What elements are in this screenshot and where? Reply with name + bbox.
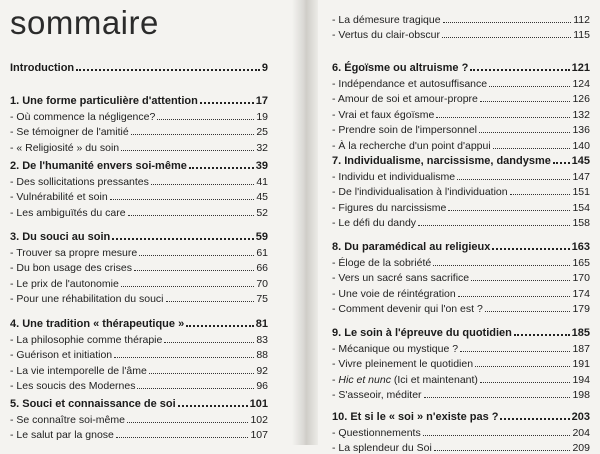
toc-page-number: 179 (572, 303, 590, 315)
toc-entry-title: 9. Le soin à l'épreuve du quotidien (332, 327, 512, 339)
leader-dots (121, 150, 254, 151)
toc-page-number: 66 (256, 262, 268, 274)
toc-entry-title: - Éloge de la sobriété (332, 257, 431, 269)
toc-page-number: 147 (572, 171, 590, 183)
toc-page-number: 92 (256, 365, 268, 377)
book-gutter (292, 0, 318, 445)
leader-dots (423, 435, 571, 436)
toc-entry (332, 90, 590, 106)
toc-page-number: 83 (256, 334, 268, 346)
toc-section (332, 150, 590, 229)
toc-entry (332, 300, 590, 316)
toc-chapter-heading (332, 406, 590, 423)
toc-entry-title: - Mécanique ou mystique ? (332, 343, 458, 355)
toc-page-number: 32 (256, 142, 268, 154)
toc-entry-title: - Individu et individualisme (332, 171, 455, 183)
leader-dots (480, 382, 571, 383)
toc-page-number: 194 (572, 374, 590, 386)
toc-section (332, 406, 590, 454)
leader-dots (470, 69, 569, 71)
leader-dots (448, 210, 570, 211)
page-title: sommaire (10, 4, 159, 42)
toc-page-number: 59 (256, 231, 268, 243)
toc-page-number: 124 (572, 78, 590, 90)
leader-dots (418, 225, 570, 226)
toc-entry-title: - La splendeur du Soi (332, 442, 432, 454)
toc-page-number: 75 (256, 293, 268, 305)
toc-entry-title: 4. Une tradition « thérapeutique » (10, 318, 184, 330)
toc-entry-title: - Comment devenir qui l'on est ? (332, 303, 483, 315)
toc-page-number: 165 (572, 257, 590, 269)
leader-dots (157, 119, 254, 120)
toc-entry-title: - Vrai et faux égoïsme (332, 109, 434, 121)
toc-page-number: 158 (572, 217, 590, 229)
leader-dots (164, 342, 254, 343)
toc-entry-title: - Une voie de réintégration (332, 288, 456, 300)
leader-dots (128, 215, 255, 216)
toc-entry-title: 1. Une forme particulière d'attention (10, 95, 198, 107)
toc-chapter-heading (10, 393, 268, 410)
toc-entry-title: - Figures du narcissisme (332, 202, 446, 214)
leader-dots (137, 388, 254, 389)
toc-page-number: 88 (256, 349, 268, 361)
toc-section (10, 57, 268, 74)
leader-dots (166, 301, 255, 302)
toc-page-number: 70 (256, 278, 268, 290)
toc-page-number: 154 (572, 202, 590, 214)
right-page-toc (332, 0, 590, 445)
toc-chapter-heading (332, 150, 590, 167)
toc-entry-title: 7. Individualisme, narcissisme, dandysme (332, 155, 551, 167)
toc-entry-title: - Le défi du dandy (332, 217, 416, 229)
toc-page-number: 107 (250, 429, 268, 441)
toc-entry-title: - Les soucis des Modernes (10, 380, 135, 392)
toc-entry (332, 284, 590, 300)
toc-entry (10, 426, 268, 442)
toc-entry (10, 330, 268, 346)
toc-entry-title: - Où commence la négligence? (10, 111, 155, 123)
toc-chapter-heading (10, 155, 268, 172)
toc-entry-title: - Les ambiguïtés du care (10, 207, 126, 219)
toc-entry (332, 26, 590, 42)
leader-dots (186, 325, 254, 327)
leader-dots (485, 311, 571, 312)
toc-entry (10, 259, 268, 275)
toc-entry (10, 346, 268, 362)
leader-dots (112, 238, 254, 240)
toc-entry-title (332, 374, 478, 386)
leader-dots (500, 418, 569, 420)
toc-section (10, 393, 268, 441)
toc-page-number: 204 (572, 427, 590, 439)
toc-page-number: 25 (256, 126, 268, 138)
toc-entry (10, 274, 268, 290)
toc-chapter-heading (332, 322, 590, 339)
leader-dots (131, 134, 255, 135)
toc-entry-rest: (Ici et maintenant) (391, 374, 478, 386)
toc-page-number: 45 (256, 191, 268, 203)
leader-dots (424, 397, 571, 398)
toc-entry-title: - Du bon usage des crises (10, 262, 132, 274)
leader-dots (114, 357, 254, 358)
toc-page-number: 121 (572, 62, 590, 74)
leader-dots (492, 248, 569, 250)
toc-page-number: 52 (256, 207, 268, 219)
toc-page-number: 61 (256, 247, 268, 259)
leader-dots (475, 366, 570, 367)
toc-page-number: 187 (572, 343, 590, 355)
toc-page-number: 41 (256, 176, 268, 188)
toc-entry (332, 214, 590, 230)
toc-page-number: 132 (572, 109, 590, 121)
leader-dots (178, 405, 248, 407)
toc-chapter-heading (10, 313, 268, 330)
toc-entry-title: - Des sollicitations pressantes (10, 176, 149, 188)
leader-dots (127, 422, 249, 423)
toc-entry-title: - Le salut par la gnose (10, 429, 114, 441)
toc-page-number: 145 (572, 155, 590, 167)
toc-entry (332, 423, 590, 439)
toc-section (332, 10, 590, 41)
toc-chapter-heading (10, 57, 268, 74)
toc-section (10, 313, 268, 392)
toc-entry-title: - Indépendance et autosuffisance (332, 78, 487, 90)
toc-entry-title: - Amour de soi et amour-propre (332, 93, 478, 105)
toc-entry-title: - La démesure tragique (332, 14, 441, 26)
toc-entry-title: - De l'individualisation à l'individuation (332, 186, 508, 198)
leader-dots (489, 86, 570, 87)
toc-page-number: 115 (573, 29, 590, 41)
toc-entry (10, 107, 268, 123)
toc-entry (332, 10, 590, 26)
toc-entry (332, 269, 590, 285)
toc-entry-title: - « Religiosité » du soin (10, 142, 119, 154)
toc-page-number: 96 (256, 380, 268, 392)
leader-dots (149, 373, 254, 374)
toc-entry-italic: Hic et nunc (338, 374, 391, 386)
leader-dots (110, 199, 255, 200)
toc-entry (332, 355, 590, 371)
toc-entry-title: - Le prix de l'autonomie (10, 278, 119, 290)
toc-entry-title: - Prendre soin de l'impersonnel (332, 124, 477, 136)
toc-page-number: 9 (262, 62, 268, 74)
toc-page-number: 198 (572, 389, 590, 401)
toc-entry-title: - Se connaître soi-même (10, 414, 125, 426)
toc-chapter-heading (332, 57, 590, 74)
toc-entry-title: 8. Du paramédical au religieux (332, 241, 490, 253)
toc-entry (10, 123, 268, 139)
toc-entry (332, 198, 590, 214)
toc-entry-title: - S'asseoir, méditer (332, 389, 422, 401)
leader-dots (434, 450, 571, 451)
toc-entry-title: - Vivre pleinement le quotidien (332, 358, 473, 370)
toc-entry-title: - Se témoigner de l'amitié (10, 126, 129, 138)
toc-entry (332, 253, 590, 269)
toc-entry-title: - La vie intemporelle de l'âme (10, 365, 147, 377)
toc-page-number: 136 (572, 124, 590, 136)
toc-entry (332, 121, 590, 137)
leader-dots (121, 286, 254, 287)
toc-entry (332, 370, 590, 386)
toc-entry (332, 105, 590, 121)
toc-page-number: 170 (572, 272, 590, 284)
leader-dots (471, 280, 570, 281)
toc-entry (10, 361, 268, 377)
leader-dots (134, 270, 254, 271)
toc-chapter-heading (10, 226, 268, 243)
toc-entry (332, 439, 590, 454)
toc-entry (10, 243, 268, 259)
toc-page-number: 209 (572, 442, 590, 454)
toc-entry-title: - Vers un sacré sans sacrifice (332, 272, 469, 284)
toc-entry (332, 339, 590, 355)
toc-entry-title: 10. Et si le « soi » n'existe pas ? (332, 411, 498, 423)
toc-entry (10, 203, 268, 219)
toc-entry-title: 6. Égoïsme ou altruisme ? (332, 62, 468, 74)
leader-dots (460, 351, 570, 352)
toc-entry (10, 172, 268, 188)
toc-entry (10, 377, 268, 393)
toc-page-number: 101 (250, 398, 268, 410)
toc-page-number: 39 (256, 160, 268, 172)
toc-entry (332, 74, 590, 90)
toc-page-number: 140 (572, 140, 590, 152)
leader-dots (553, 162, 570, 164)
toc-page-number: 17 (256, 95, 268, 107)
toc-entry-title: - Trouver sa propre mesure (10, 247, 137, 259)
toc-entry-title: - Questionnements (332, 427, 421, 439)
toc-entry-title: Introduction (10, 62, 74, 74)
toc-entry-title: - Guérison et initiation (10, 349, 112, 361)
toc-entry-title: - La philosophie comme thérapie (10, 334, 162, 346)
leader-dots (480, 101, 571, 102)
toc-page-number: 191 (572, 358, 590, 370)
leader-dots (493, 148, 571, 149)
leader-dots (510, 194, 571, 195)
toc-section (10, 226, 268, 305)
toc-entry (10, 188, 268, 204)
toc-section (332, 236, 590, 315)
toc-page-number: 174 (572, 288, 590, 300)
leader-dots (479, 132, 570, 133)
leader-dots (151, 184, 254, 185)
toc-entry-title: 2. De l'humanité envers soi-même (10, 160, 187, 172)
toc-section (332, 322, 590, 401)
leader-dots (433, 265, 570, 266)
toc-page-number: 19 (256, 111, 268, 123)
toc-entry-title: - Vertus du clair-obscur (332, 29, 440, 41)
toc-page-number: 163 (572, 241, 590, 253)
toc-page-number: 151 (572, 186, 590, 198)
leader-dots (458, 296, 571, 297)
toc-page-number: 102 (250, 414, 268, 426)
toc-page-number: 81 (256, 318, 268, 330)
toc-page-number: 126 (572, 93, 590, 105)
leader-dots (189, 167, 254, 169)
toc-section (332, 57, 590, 152)
toc-section (10, 155, 268, 219)
left-page-toc (10, 0, 268, 445)
toc-entry-title: - À la recherche d'un point d'appui (332, 140, 491, 152)
leader-dots (442, 37, 571, 38)
leader-dots (200, 102, 254, 104)
toc-entry (332, 167, 590, 183)
leader-dots (76, 69, 260, 71)
toc-entry (332, 183, 590, 199)
leader-dots (436, 117, 570, 118)
toc-page-number: 112 (573, 14, 590, 26)
leader-dots (457, 179, 570, 180)
toc-entry-title: - Pour une réhabilitation du souci (10, 293, 164, 305)
toc-entry-prefix: - (332, 374, 338, 386)
toc-entry-title: 5. Souci et connaissance de soi (10, 398, 176, 410)
toc-entry (10, 410, 268, 426)
leader-dots (139, 255, 254, 256)
toc-entry (10, 290, 268, 306)
toc-page-number: 185 (572, 327, 590, 339)
toc-entry (332, 386, 590, 402)
leader-dots (443, 22, 572, 23)
toc-chapter-heading (10, 90, 268, 107)
toc-section (10, 90, 268, 154)
toc-entry (10, 138, 268, 154)
toc-entry-title: 3. Du souci au soin (10, 231, 110, 243)
toc-page-number: 203 (572, 411, 590, 423)
toc-chapter-heading (332, 236, 590, 253)
leader-dots (116, 437, 249, 438)
leader-dots (514, 334, 570, 336)
toc-entry-title: - Vulnérabilité et soin (10, 191, 108, 203)
